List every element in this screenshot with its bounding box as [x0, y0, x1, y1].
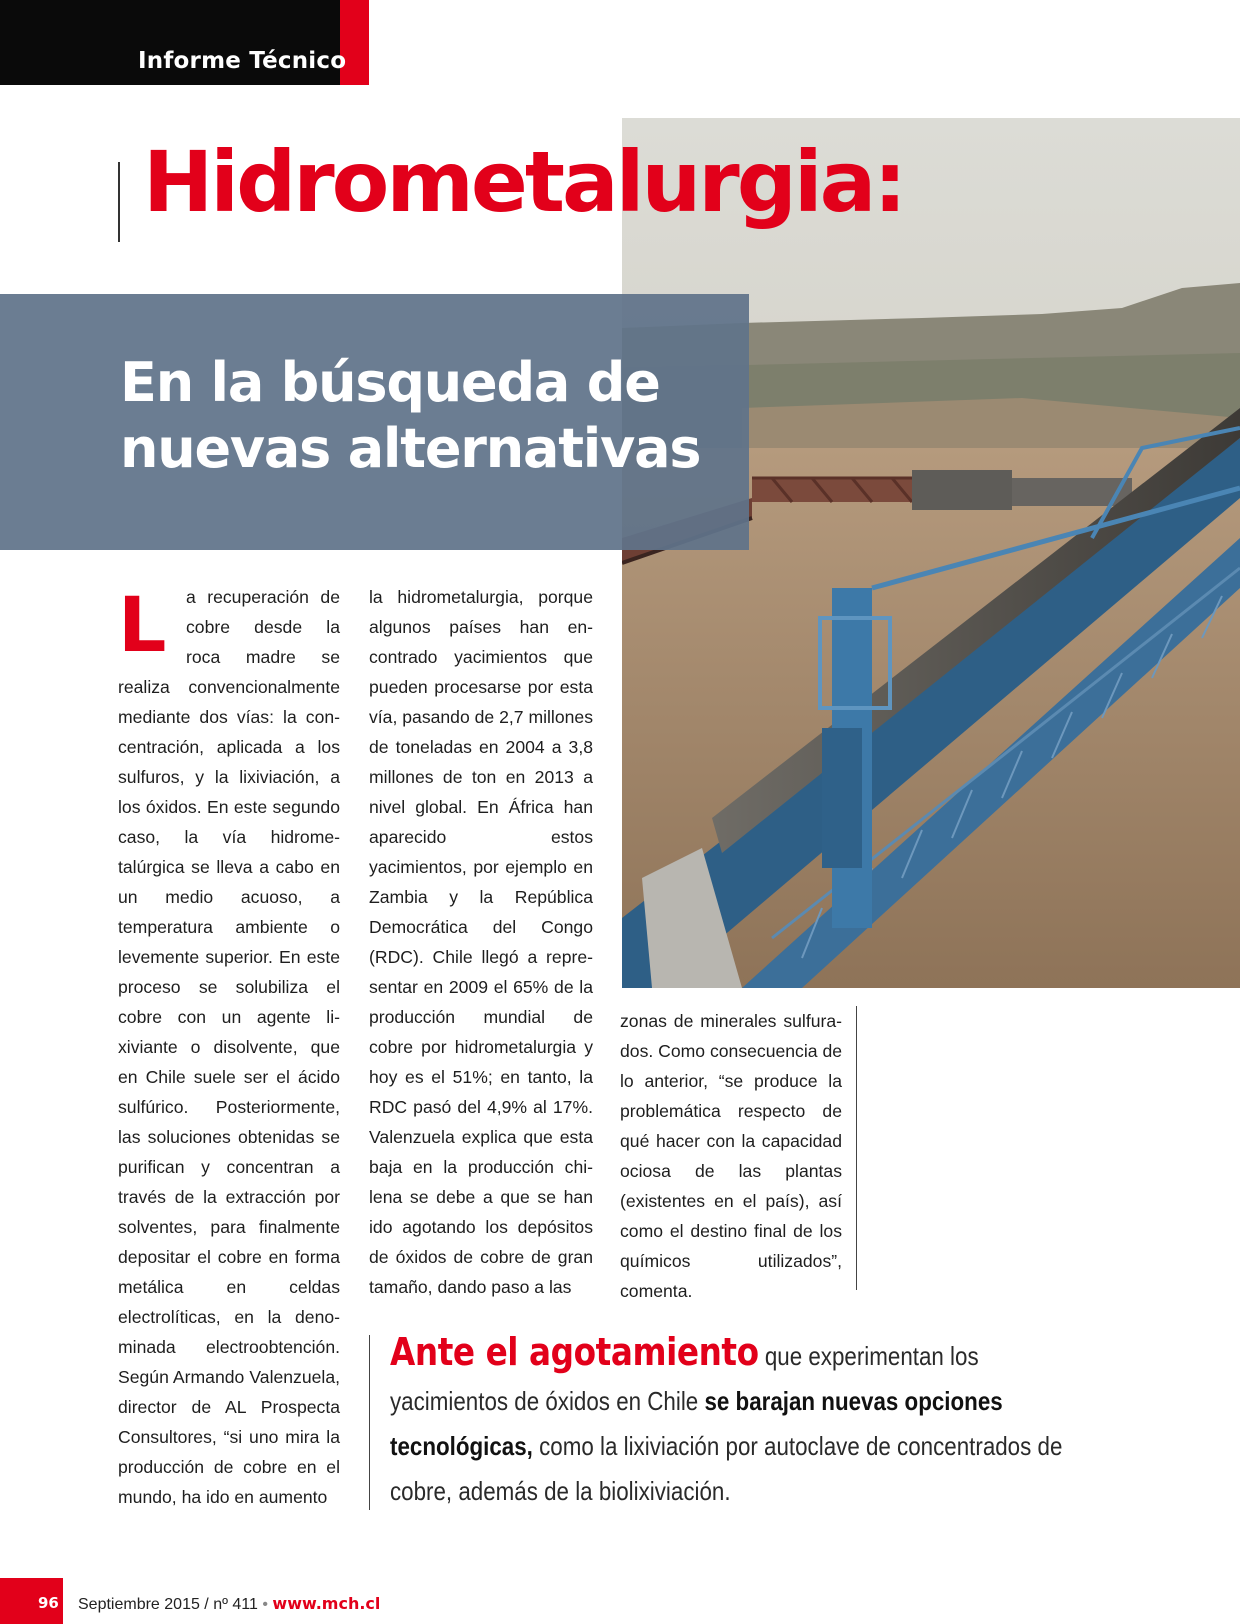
footer-separator: •: [262, 1596, 268, 1613]
footer-info: [78, 1594, 380, 1614]
title-rule: [118, 162, 120, 242]
section-label: Informe Técnico: [138, 48, 347, 74]
body-column-2: [369, 582, 593, 1302]
website-link[interactable]: www.mch.cl: [272, 1594, 381, 1613]
issue-info: Septiembre 2015 / nº 411: [78, 1596, 258, 1613]
column-3-text: zonas de minerales sulfurados. Como consecuencia de lo anterior, “se produce la problemática respecto de qué hacer con la capacidad ociosa de las plantas (existentes en el país), así como el destino final de los químicos utilizados”, comenta.: [620, 1011, 843, 1301]
pullquote-lead: Ante el agotamiento: [390, 1330, 759, 1374]
pullquote-text-2: como la lixiviación por autoclave de concentrados de cobre, además de la biolixiviación.: [390, 1431, 1063, 1506]
pullquote-text-1: que experimentan los yacimientos de óxidos en Chile: [390, 1341, 979, 1416]
column-3-rule: [856, 1006, 857, 1290]
drop-cap: L: [118, 580, 167, 669]
page-number: 96: [38, 1594, 59, 1612]
column-1-text: a recuperación de cobre desde la roca madre se realiza convencionalmente mediante dos vías: la concentración, aplicada a los sulfuros, y la lixiviación, a los óxidos. En este segundo caso, la vía hidrometalúrgica se lleva a cabo en un medio acuoso, a temperatura ambiente o levemente superior. En este proceso se solubiliza el cobre con un agente lixiviante o disolvente, que en Chile suele ser el ácido sulfúrico. Posteriormente, las soluciones obtenidas se purifican y concentran a través de la extracción por solventes, para finalmente depositar el cobre en forma metálica en celdas electrolíticas, en la denominada electroobtención. Según Armando Valenzuela, director de AL Prospecta Consultores, “si uno mira la producción de cobre en el mundo, ha ido en aumento: [118, 587, 340, 1507]
pullquote-rule: [369, 1335, 370, 1510]
article-subtitle: En la búsqueda de nuevas alternativas: [120, 351, 701, 480]
pullquote-bold: se barajan nuevas opciones tecnológicas,: [390, 1386, 1003, 1461]
article-title: Hidrometalurgia:: [143, 133, 904, 231]
body-column-1: [118, 582, 340, 1512]
pullquote: [390, 1330, 1090, 1514]
mining-photo: [622, 118, 1240, 988]
column-2-text: la hidrometalurgia, porque algunos países han encontrado yacimientos que pueden procesarse por esta vía, pasando de 2,7 millones de toneladas en 2004 a 3,8 millones de ton en 2013 a nivel global. En África han aparecido estos yacimientos, por ejemplo en Zambia y la República Democrática del Congo (RDC). Chile llegó a representar en 2009 el 65% de la producción mundial de cobre por hidrometalurgia y hoy es el 51%; en tanto, la RDC pasó del 4,9% al 17%. Valenzuela explica que esta baja en la producción chilena se debe a que se han ido agotando los depósitos de óxidos de cobre de gran tamaño, dando paso a las: [369, 587, 593, 1297]
body-column-3: [620, 1006, 842, 1306]
